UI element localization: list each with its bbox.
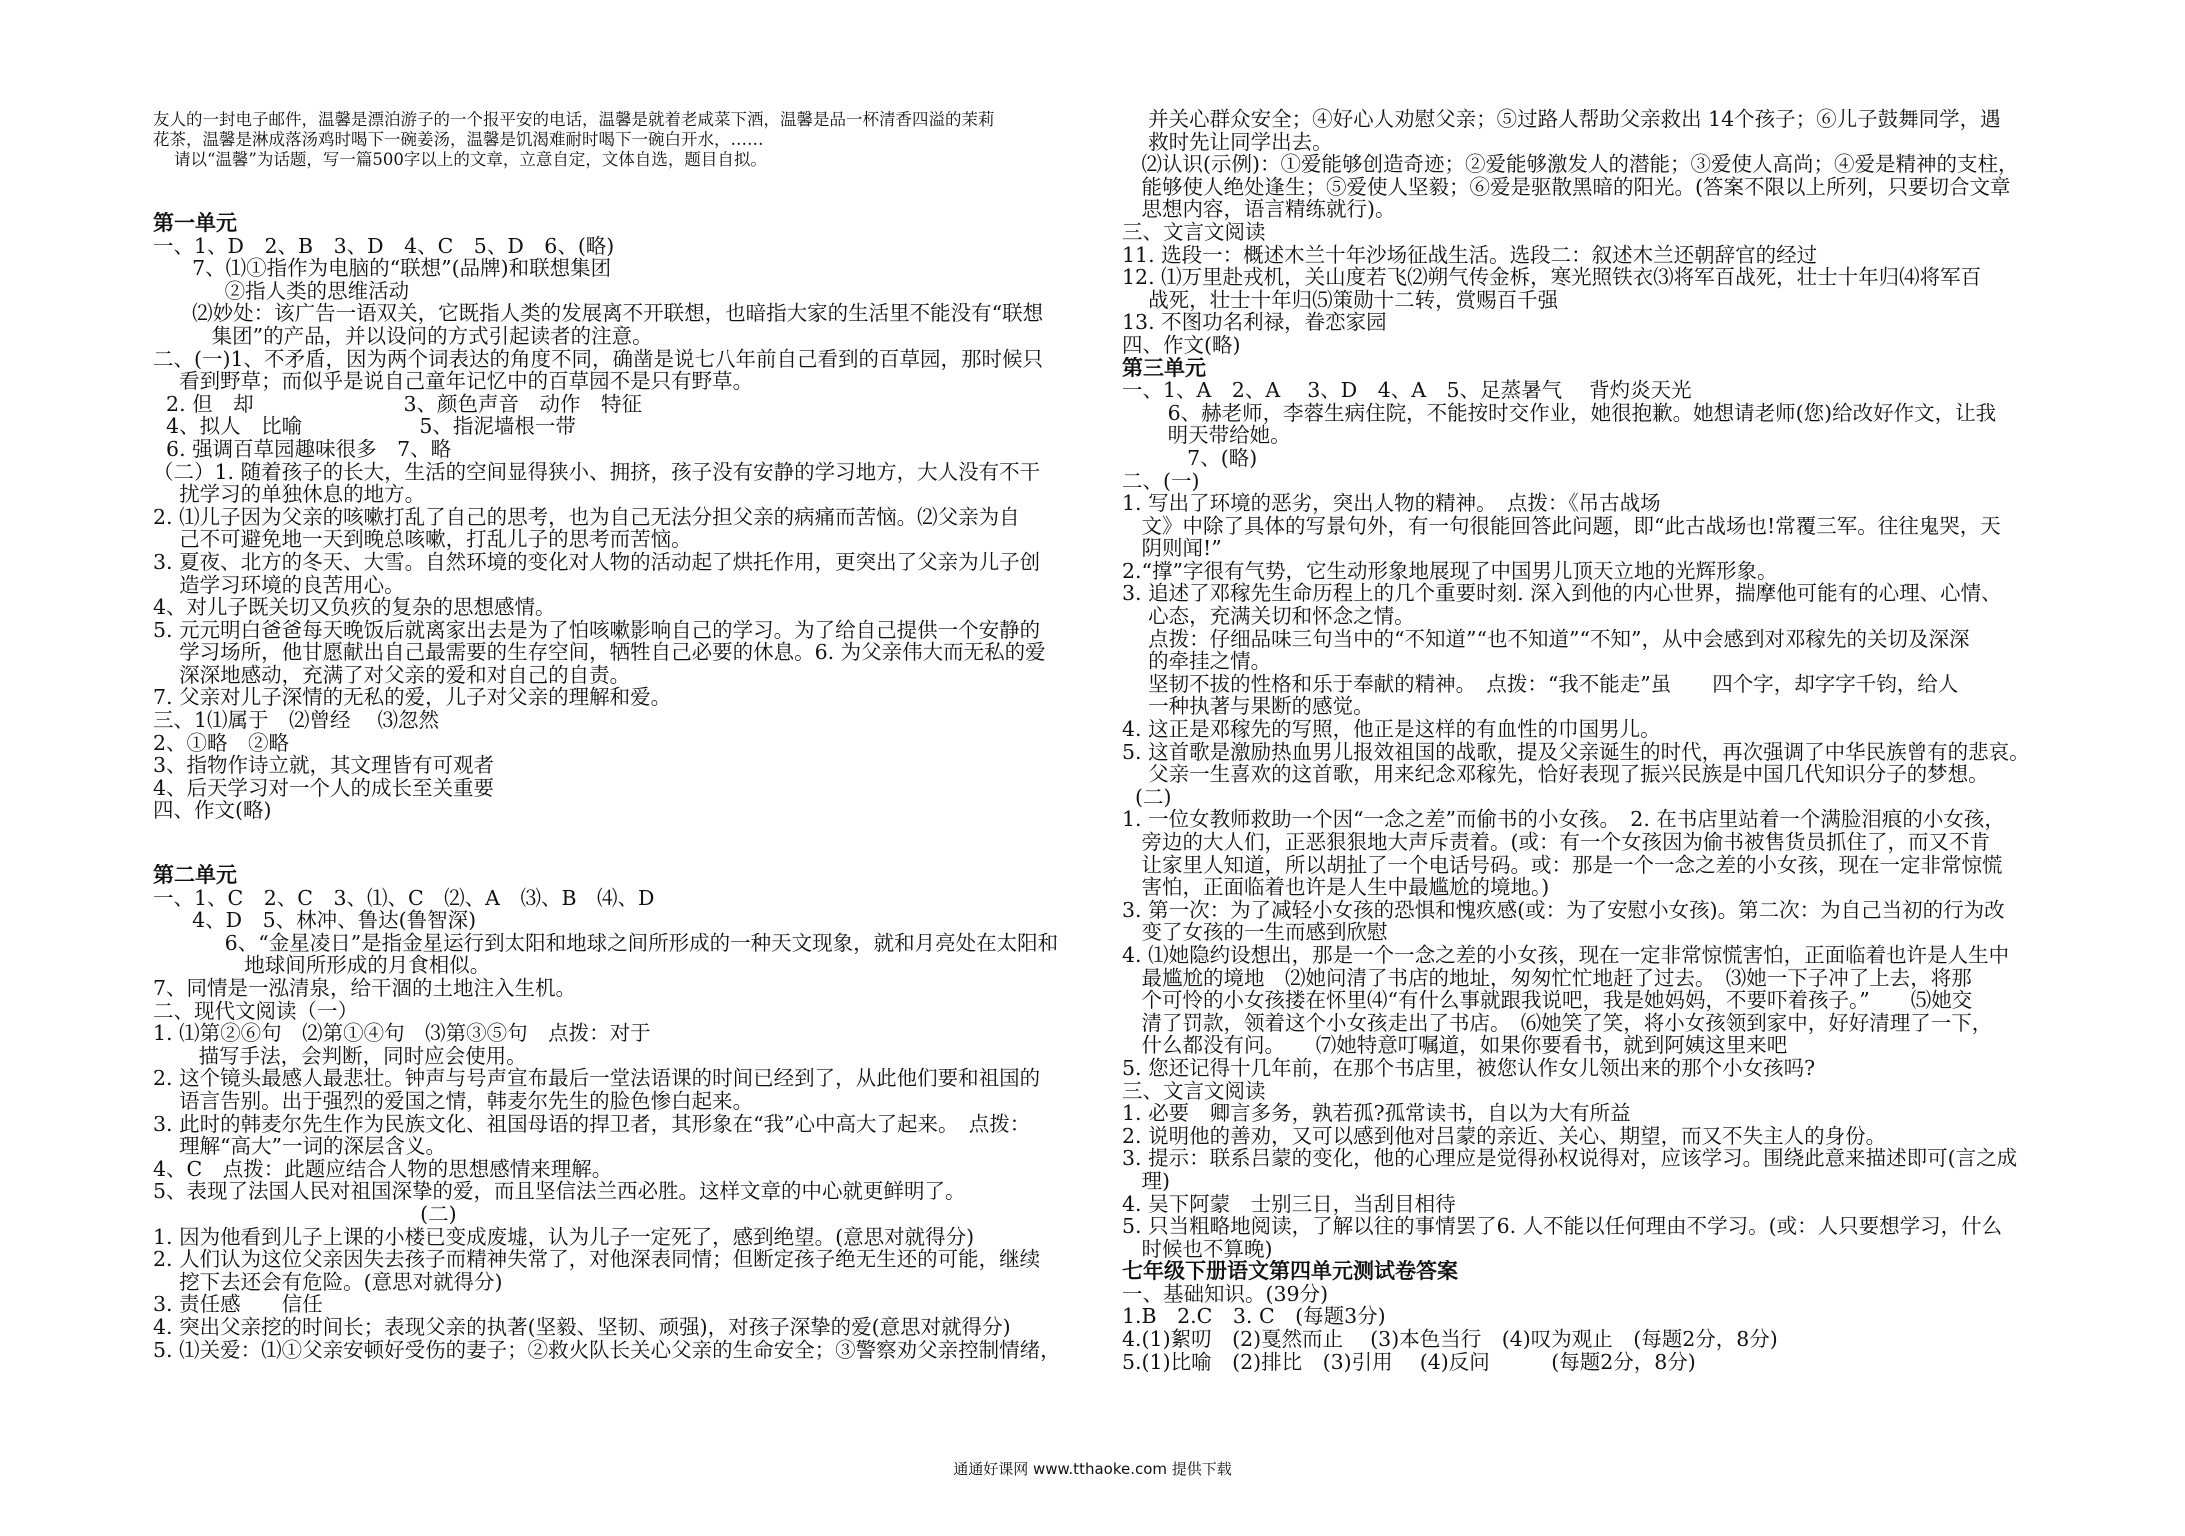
- answer-line: 理): [1122, 1169, 1171, 1193]
- answer-line: 2. 说明他的善劝，又可以感到他对吕蒙的亲近、关心、期望，而又不失主人的身份。: [1122, 1124, 1887, 1148]
- answer-line: 4. 这正是邓稼先的写照，他正是这样的有血性的巾国男儿。: [1122, 718, 1661, 741]
- answer-line: 三、文言文阅读: [1122, 220, 1266, 244]
- answer-line: 描写手法，会判断，同时应会使用。: [153, 1044, 527, 1068]
- answer-line: 一、1、D 2、B 3、D 4、C 5、D 6、(略): [153, 234, 615, 258]
- answer-line: 2. 人们认为这位父亲因失去孩子而精神失常了，对他深表同情；但断定孩子绝无生还的可能，继续: [153, 1248, 1041, 1271]
- unit4-answers: [1122, 1283, 2082, 1373]
- answer-line: 语言告别。出于强烈的爱国之情，韩麦尔先生的脸色惨白起来。: [153, 1089, 754, 1113]
- unit2-continued: [1122, 108, 2082, 357]
- answer-line: 1.B 2.C 3. C (每题3分): [1122, 1305, 1386, 1329]
- answer-line: 一种执著与果断的感觉。: [1122, 695, 1374, 719]
- answer-line: (二): [153, 1202, 457, 1226]
- answer-line: 1. 必要 卿言多务，孰若孤?孤常读书，自以为大有所益: [1122, 1102, 1631, 1125]
- answer-line: 时候也不算晚): [1122, 1237, 1273, 1261]
- left-column: [153, 110, 1073, 1361]
- answer-line: 3、指物作诗立就，其文理皆有可观者: [153, 754, 495, 777]
- answer-line: ②指人类的思维活动: [153, 279, 410, 303]
- answer-line: 什么都没有问。 ⑺她特意叮嘱道，如果你要看书，就到阿姨这里来吧: [1122, 1034, 1788, 1057]
- intro-passage: [153, 110, 1073, 170]
- answer-line: 救时先让同学出去。: [1122, 130, 1333, 154]
- answer-line: 2. 这个镜头最感人最悲壮。钟声与号声宣布最后一堂法语课的时间已经到了，从此他们要和祖国的: [153, 1067, 1041, 1090]
- answer-line: 7、同情是一泓清泉，给干涸的土地注入生机。: [153, 977, 577, 1000]
- answer-line: (二): [1122, 785, 1172, 809]
- intro-line: 花茶，温馨是淋成落汤鸡时喝下一碗姜汤，温馨是饥渴难耐时喝下一碗白开水，……: [153, 130, 764, 149]
- answer-line: 变了女孩的一生而感到欣慰: [1122, 921, 1388, 944]
- answer-line: 深深地感动，充满了对父亲的爱和对自己的自责。: [153, 663, 631, 687]
- unit1-answers: [153, 235, 1073, 822]
- answer-line: 一、1、C 2、C 3、⑴、C ⑵、A ⑶、B ⑷、D: [153, 886, 655, 910]
- answer-line: 阴则闻!”: [1122, 537, 1222, 560]
- answer-line: 4、对儿子既关切又负疚的复杂的思想感情。: [153, 596, 556, 619]
- answer-line: 3. 追述了邓稼先生命历程上的几个重要时刻. 深入到他的内心世界，揣摩他可能有的心理、心情、: [1122, 582, 2002, 606]
- answer-line: 2. 但 却 3、颜色声音 动作 特征: [153, 392, 643, 416]
- answer-line: 13. 不图功名利禄，眷恋家园: [1122, 311, 1387, 334]
- unit2-heading: 第二单元: [153, 864, 237, 887]
- answer-line: 12. ⑴万里赴戎机，关山度若飞⑵朔气传金柝，寒光照铁衣⑶将军百战死，壮士十年归⑷将军百: [1122, 266, 1982, 289]
- answer-line: 7、⑴①指作为电脑的“联想”(品牌)和联想集团: [153, 257, 612, 280]
- answer-line: 害怕，正面临着也许是人生中最尴尬的境地。): [1122, 876, 1550, 899]
- answer-line: 战死，壮士十年归⑸策勋十二转，赏赐百千强: [1122, 288, 1559, 312]
- answer-line: 二、(一)1、不矛盾，因为两个词表达的角度不同，确凿是说七八年前自己看到的百草园，那时候只: [153, 347, 1044, 371]
- answer-line: 3. 提示：联系吕蒙的变化，他的心理应是觉得孙权说得对，应该学习。围绕此意来描述即可(言之成: [1122, 1147, 2018, 1170]
- answer-line: 5. ⑴关爱：⑴①父亲安顿好受伤的妻子；②救火队长关心父亲的生命安全；③警察劝父亲控制情绪，: [153, 1338, 1061, 1362]
- answer-line: 扰学习的单独休息的地方。: [153, 483, 426, 506]
- answer-line: 2.“撑”字很有气势，它生动形象地展现了中国男儿顶天立地的光辉形象。: [1122, 559, 1778, 583]
- answer-line: 文》中除了具体的写景句外，有一句很能回答此问题，即“此古战场也!常覆三军。往往鬼哭，天: [1122, 514, 2001, 538]
- unit4-heading: 七年级下册语文第四单元测试卷答案: [1122, 1260, 1458, 1283]
- unit3-answers: [1122, 379, 2082, 1260]
- unit1-heading: 第一单元: [153, 212, 237, 235]
- answer-line: 点拨：仔细品味三句当中的“不知道”“也不知道”“不知”，从中会感到对邓稼先的关切及深深: [1122, 627, 1970, 651]
- answer-line: ⑵妙处：该广告一语双关，它既指人类的发展离不开联想，也暗指大家的生活里不能没有“联想: [153, 302, 1044, 325]
- answer-line: （二）1. 随着孩子的长大，生活的空间显得狭小、拥挤，孩子没有安静的学习地方，大人没有不干: [153, 460, 1041, 484]
- answer-line: 二、(一): [1122, 469, 1200, 493]
- answer-line: 己不可避免地一天到晚总咳嗽，打乱儿子的思考而苦恼。: [153, 528, 692, 551]
- answer-line: 看到野草；而似乎是说自己童年记忆中的百草园不是只有野草。: [153, 370, 754, 393]
- answer-line: 5. 只当粗略地阅读，了解以往的事情罢了6. 人不能以任何理由不学习。(或：人只要想学习，什么: [1122, 1215, 2003, 1238]
- answer-line: 坚韧不拔的性格和乐于奉献的精神。 点拨：“我不能走”虽 四个字，却字字千钧，给人: [1122, 672, 1959, 696]
- answer-line: 7. 父亲对儿子深情的无私的爱，儿子对父亲的理解和爱。: [153, 686, 672, 710]
- answer-line: 7、(略): [1122, 446, 1258, 470]
- answer-line: 四、作文(略): [153, 799, 272, 823]
- answer-line: 一、1、A 2、A 3、D 4、A 5、足蒸暑气 背灼炎天光: [1122, 379, 1692, 402]
- answer-line: 4. 吴下阿蒙 士别三日，当刮目相待: [1122, 1192, 1456, 1216]
- answer-line: 2、①略 ②略: [153, 731, 290, 755]
- answer-line: 4.(1)絮叨 (2)戛然而止 (3)本色当行 (4)叹为观止 (每题2分，8分): [1122, 1328, 1778, 1351]
- intro-line: 友人的一封电子邮件，温馨是漂泊游子的一个报平安的电话，温馨是就着老咸菜下酒，温馨是品一杯清香四溢的茉莉: [153, 110, 995, 129]
- unit3-heading: 第三单元: [1122, 356, 1206, 380]
- footer-credit: 通通好课网 www.tthaoke.com 提供下载: [953, 1460, 1232, 1478]
- answer-line: 11. 选段一：概述木兰十年沙场征战生活。选段二：叙述木兰还朝辞官的经过: [1122, 243, 1818, 267]
- answer-line: 最尴尬的境地 ⑵她问清了书店的地址，匆匆忙忙地赶了过去。 ⑶她一下子冲了上去，将那: [1122, 966, 1972, 990]
- answer-line: 5. 元元明白爸爸每天晚饭后就离家出去是为了怕咳嗽影响自己的学习。为了给自己提供一个安静的: [153, 618, 1041, 642]
- answer-line: ⑵认识(示例)：①爱能够创造奇迹；②爱能够激发人的潜能；③爱使人高尚；④爱是精神的支柱，: [1122, 153, 2019, 176]
- answer-line: 能够使人绝处逢生；⑤爱使人坚毅；⑥爱是驱散黑暗的阳光。(答案不限以上所列，只要切合文章: [1122, 175, 2011, 199]
- answer-line: 集团”的产品，并以设问的方式引起读者的注意。: [153, 324, 653, 348]
- answer-line: 3. 此时的韩麦尔先生作为民族文化、祖国母语的捍卫者，其形象在“我”心中高大了起来。 点拨：: [153, 1112, 1031, 1136]
- intro-line: 请以“温馨”为话题，写一篇500字以上的文章，立意自定，文体自选，题目自拟。: [153, 150, 767, 169]
- answer-line: 1. 写出了环境的恶劣，突出人物的精神。 点拨：《吊古战场: [1122, 492, 1661, 515]
- answer-line: 心态，充满关切和怀念之情。: [1122, 605, 1415, 628]
- answer-line: 三、文言文阅读: [1122, 1079, 1266, 1103]
- answer-line: 造学习环境的良苦用心。: [153, 573, 405, 597]
- unit2-answers: [153, 887, 1073, 1361]
- answer-line: 个可怜的小女孩搂在怀里⑷“有什么事就跟我说吧，我是她妈妈，不要吓着孩子。” ⑸她交: [1122, 989, 1973, 1012]
- answer-line: 地球间所形成的月食相似。: [153, 954, 491, 977]
- answer-line: 4、后天学习对一个人的成长至关重要: [153, 776, 495, 800]
- answer-line: 让家里人知道，所以胡扯了一个电话号码。或：那是一个一念之差的小女孩，现在一定非常惊慌: [1122, 853, 2003, 877]
- answer-line: 清了罚款，领着这个小女孩走出了书店。 ⑹她笑了笑，将小女孩领到家中，好好清理了一下，: [1122, 1011, 1993, 1035]
- answer-line: 明天带给她。: [1122, 424, 1291, 447]
- answer-line: 三、1⑴属于 ⑵曾经 ⑶忽然: [153, 709, 440, 732]
- answer-line: 四、作文(略): [1122, 333, 1241, 357]
- right-column: [1122, 108, 2082, 1373]
- answer-line: 3. 第一次：为了减轻小女孩的恐惧和愧疚感(或：为了安慰小女孩)。第二次：为自己当初的行为改: [1122, 898, 2005, 922]
- answer-line: 5.(1)比喻 (2)排比 (3)引用 (4)反问 (每题2分，8分): [1122, 1350, 1696, 1374]
- answer-line: 的牵挂之情。: [1122, 650, 1272, 673]
- answer-line: 6. 强调百草园趣味很多 7、略: [153, 437, 452, 461]
- answer-line: 理解“高大”一词的深层含义。: [153, 1135, 447, 1158]
- answer-line: 5、表现了法国人民对祖国深挚的爱，而且坚信法兰西必胜。这样文章的中心就更鲜明了。: [153, 1180, 966, 1203]
- answer-line: 挖下去还会有危险。(意思对就得分): [153, 1270, 503, 1294]
- answer-line: 4、拟人 比喻 5、指泥墙根一带: [153, 415, 576, 438]
- answer-line: 3. 责任感 信任: [153, 1293, 323, 1316]
- answer-line: 父亲一生喜欢的这首歌，用来纪念邓稼先，恰好表现了振兴民族是中国几代知识分子的梦想。: [1122, 763, 1989, 786]
- answer-line: 一、基础知识。(39分): [1122, 1282, 1329, 1306]
- answer-line: 1. 一位女教师救助一个因“一念之差”而偷书的小女孩。 2. 在书店里站着一个满脸泪痕的小女孩，: [1122, 808, 2005, 831]
- answer-line: 1. 因为他看到儿子上课的小楼已变成废墟，认为儿子一定死了，感到绝望。(意思对就得分): [153, 1225, 975, 1249]
- answer-line: 旁边的大人们，正恶狠狠地大声斥责着。(或：有一个女孩因为偷书被售货员抓住了，而又不肯: [1122, 831, 1991, 854]
- answer-line: 思想内容，语言精练就行)。: [1122, 198, 1396, 221]
- answer-line: 1. ⑴第②⑥句 ⑵第①④句 ⑶第③⑤句 点拨：对于: [153, 1022, 651, 1045]
- answer-line: 3. 夏夜、北方的冬天、大雪。自然环境的变化对人物的活动起了烘托作用，更突出了父亲为儿子创: [153, 550, 1041, 574]
- answer-line: 并关心群众安全；④好心人劝慰父亲；⑤过路人帮助父亲救出 14个孩子；⑥儿子鼓舞同学，遇: [1122, 108, 2001, 131]
- answer-line: 5. 这首歌是激励热血男儿报效祖国的战歌，提及父亲诞生的时代，再次强调了中华民族曾有的悲哀。: [1122, 740, 2030, 764]
- answer-line: 学习场所，他甘愿献出自己最需要的生存空间，牺牲自己必要的休息。6. 为父亲伟大而无私的爱: [153, 641, 1046, 664]
- answer-line: 2. ⑴儿子因为父亲的咳嗽打乱了自己的思考，也为自己无法分担父亲的病痛而苦恼。⑵父亲为自: [153, 505, 1020, 529]
- answer-line: 4、C 点拨：此题应结合人物的思想感情来理解。: [153, 1157, 613, 1181]
- answer-line: 6、“金星凌日”是指金星运行到太阳和地球之间所形成的一种天文现象，就和月亮处在太阳和: [153, 931, 1059, 955]
- answer-line: 4. 突出父亲挖的时间长；表现父亲的执著(坚毅、坚韧、顽强)，对孩子深挚的爱(意思对就得分): [153, 1315, 1011, 1339]
- answer-line: 6、赫老师，李蓉生病住院，不能按时交作业，她很抱歉。她想请老师(您)给改好作文，让我: [1122, 401, 1997, 425]
- answer-line: 二、现代文阅读（一）: [153, 999, 358, 1023]
- answer-line: 5. 您还记得十几年前，在那个书店里，被您认作女儿领出来的那个小女孩吗?: [1122, 1056, 1816, 1080]
- answer-line: 4、D 5、林冲、鲁达(鲁智深): [153, 909, 477, 932]
- answer-line: 4. ⑴她隐约设想出，那是一个一念之差的小女孩，现在一定非常惊慌害怕，正面临着也许是人生中: [1122, 943, 2010, 967]
